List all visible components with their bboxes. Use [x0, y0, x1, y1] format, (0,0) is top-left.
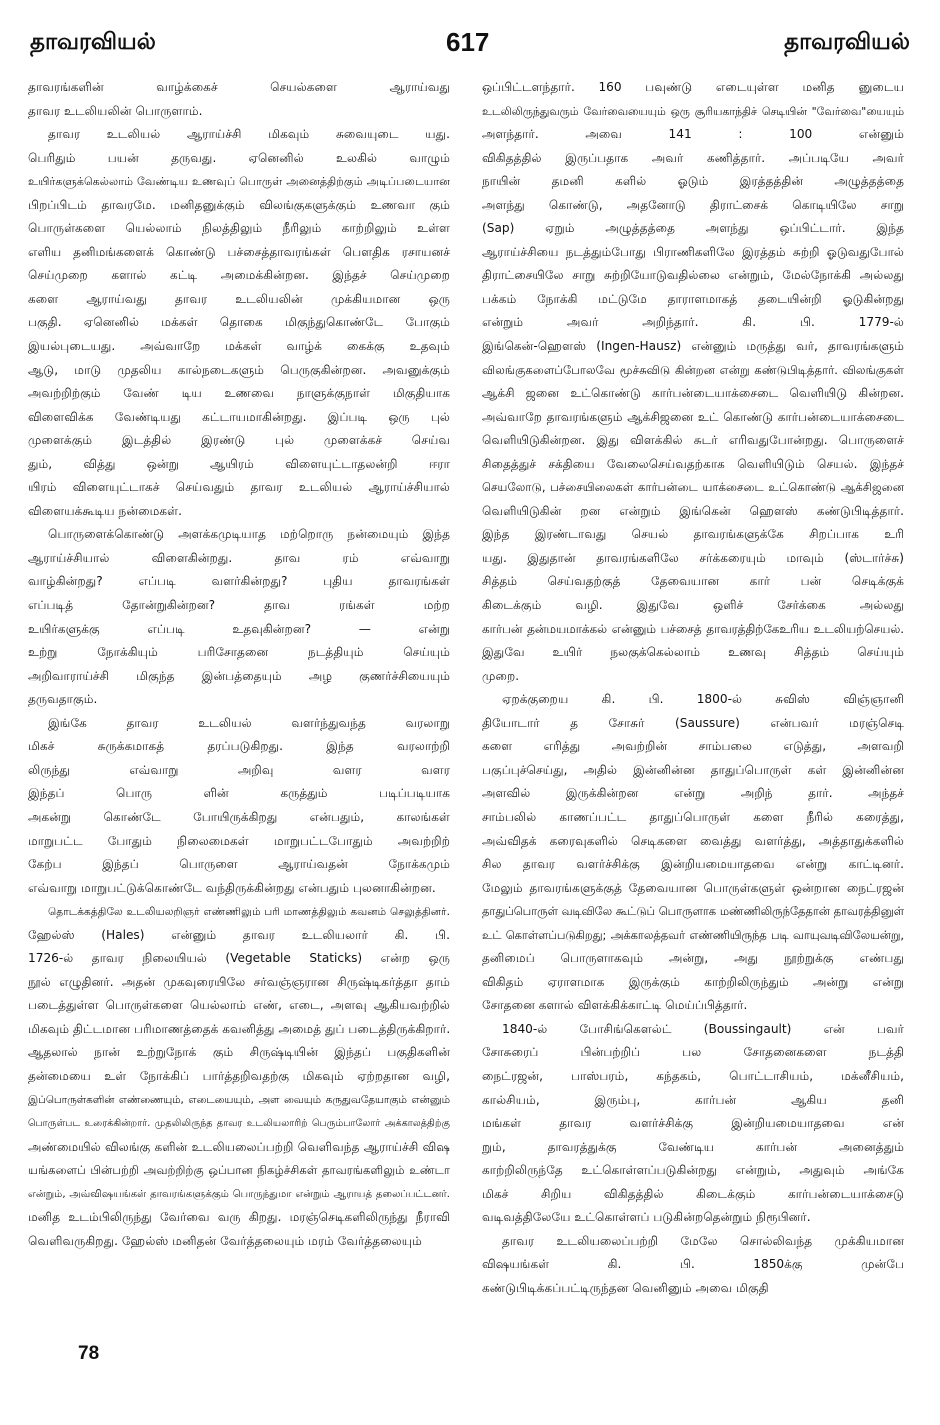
text-line: 1840-ல் போசிங்கௌல்ட் (Boussingault) என் பவர் [502, 1021, 904, 1036]
text-line: லிருந்து எவ்வாறு அறிவு வளர வளர [28, 762, 450, 777]
text-line: சோதனை களால் விளக்கிக்காட்டி மெய்ப்பித்தார். [482, 998, 748, 1013]
text-line: தருவதாகும். [28, 692, 98, 707]
text-line: எப்படித் தோன்றுகின்றன? தாவ ரங்கள் மற்ற [28, 598, 450, 613]
text-line: உற்று நோக்கியும் பரிசோதனை நடத்தியும் செய்யும் [28, 645, 450, 660]
text-line: படைத்துள்ள பொருள்களை யெல்லாம் எண், எடை, அளவு ஆகியவற்றில் [28, 998, 450, 1013]
text-line: உட் கொள்ளப்படுகிறது; அக்காலத்தவர் எண்ணியிருந்த படி வாயுவடிவிலேயன்று, [482, 927, 904, 942]
text-line: ஹேல்ஸ் (Hales) என்னும் தாவர உடலியலார் கி. பி. [28, 927, 450, 942]
paragraph [482, 1230, 904, 1301]
running-head-right: தாவரவியல் [784, 29, 910, 55]
text-line: களை எரித்து அவற்றின் சாம்பலை எடுத்து, அளவறி [482, 739, 904, 754]
text-line: ஆராய்ச்சியை நடத்தும்போது பிராணிகளிலே இரத்தம் சுற்றி ஓடுவதுபோல் [482, 244, 904, 259]
text-line: யது. இதுதான் தாவரங்களிலே சர்க்கரையும் மாவும் (ஸ்டார்ச்சு) [482, 550, 904, 565]
text-line: வடிவத்திலேயே உட்கொள்ளப் படுகின்றதென்றும் நிரூபினர். [482, 1210, 811, 1225]
text-line: ஒப்பிட்டளந்தார். 160 பவுண்டு எடையுள்ள மனித னுடைய [482, 80, 904, 94]
text-line: கார்பன் தன்மயமாக்கல் என்னும் பச்சைத் தாவரத்திற்கேஉரிய உடலியற்செயல். [482, 621, 904, 636]
text-line: வெளியிடுகின் றன என்றும் இங்கென் ஹௌஸ் கண்டுபிடித்தார். [482, 503, 904, 518]
text-line: தும், வித்து ஒன்று ஆயிரம் விளையுட்டாதலன்றி ஈரா [28, 456, 450, 471]
text-line: பக்கம் நோக்கி மட்டுமே தாராளமாகத் தடையின்றி ஓடுகின்றது [482, 291, 904, 306]
text-line: உயிர்களுக்கு எப்படி உதவுகின்றன? — என்று [28, 621, 450, 636]
text-line: கால்சியம், இரும்பு, கார்பன் ஆகிய தனி [482, 1092, 904, 1107]
text-line: தாவரங்களின் வாழ்க்கைச் செயல்களை ஆராய்வது [28, 80, 450, 94]
text-line: அளந்தார். அவை 141 : 100 என்னும் [482, 127, 904, 142]
text-line: அளவில் இருக்கின்றன என்று அறிந் தார். அந்தச் [482, 786, 904, 801]
paragraph [28, 123, 450, 523]
text-line: திராட்சையிலே சாறு சுற்றியோடுவதில்லை என்றும், மேல்நோக்கி அல்லது [482, 268, 904, 283]
text-line: விளைவிக்க வேண்டியது கட்டாயமாகின்றது. இப்படி ஒரு புல் [28, 409, 450, 424]
text-line: றும், தாவரத்துக்கு வேண்டிய கார்பன் அனைத்தும் [482, 1139, 904, 1154]
text-line: ஆராய்ச்சியால் விளைகின்றது. தாவ ரம் எவ்வாறு [28, 550, 450, 565]
text-line: யிரம் விளையுட்டாகச் செய்வதும் தாவர உடலியல் ஆராய்ச்சியால் [28, 480, 450, 495]
text-line: எவ்வாறு மாறுபட்டுக்கொண்டே வந்திருக்கின்றது என்பதும் புலனாகின்றன. [28, 880, 436, 895]
text-line: அவ்வாறே தாவரங்களும் ஆக்சிஜனை உட் கொண்டு கார்பன்டையாக்சைடை [482, 409, 904, 424]
text-line: வாழ்கின்றது? எப்படி வளர்கின்றது? புதிய தாவரங்கள் [28, 574, 450, 589]
text-line: இப்பொருள்களின் எண்ணையும், எடையையும், அள வையும் கருதுவதேயாகும் என்னும் [28, 1093, 450, 1106]
text-line: மாறுபட்ட போதும் நிலைமைகள் மாறுபட்டபோதும் அவற்றிற் [28, 833, 450, 848]
paragraph [28, 900, 450, 1253]
text-line: நூல் எழுதினர். அதன் முகவுரையிலே சர்வஞ்ஞரான சிருஷ்டிகர்த்தா தாம் [28, 974, 450, 989]
text-line: விளையக்கூடிய நன்மைகள். [28, 503, 182, 518]
text-line: தாவர உடலியல் ஆராய்ச்சி மிகவும் சுவையுடை யது. [48, 127, 450, 142]
text-line: மங்கள் தாவர வளர்ச்சிக்கு இன்றியமையாதவை என் [482, 1116, 904, 1131]
text-line: தாவர உடலியலின் பொருளாம். [28, 103, 203, 118]
text-line: மிகச் சுருக்கமாகத் தரப்படுகிறது. இந்த வரலாற்றி [28, 739, 450, 754]
right-column [482, 76, 904, 1300]
text-line: அளந்து கொண்டு, அதனோடு திராட்சைக் கொடியிலே சாறு [482, 197, 904, 212]
text-line: மனித உடம்பிலிருந்து வேர்வை வரு கிறது. மரஞ்செடிகளிலிருந்து நீராவி [28, 1210, 450, 1225]
text-line: அறிவாராய்ச்சி மிகுந்த இன்பத்தையும் அழ குணர்ச்சியையும் [28, 668, 450, 683]
text-line: இங்கே தாவர உடலியல் வளர்ந்துவந்த வரலாறு [48, 715, 450, 730]
text-line: தொடக்கத்திலே உடலியலறிஞர் எண்ணிலும் பரி மாணத்திலும் கவனம் செலுத்தினர். [48, 905, 450, 919]
paragraph [482, 1018, 904, 1230]
text-line: ஏறக்குறைய கி. பி. 1800-ல் சுவிஸ் விஞ்ஞானி [502, 692, 904, 707]
text-line: பொருளைக்கொண்டு அளக்கமுடியாத மற்றொரு நன்மையும் இந்த [48, 527, 450, 542]
text-line: ஆக்சி ஜனை உட்கொண்டு கார்பன்டையாக்சைடை வெளியிடு கின்றன. [482, 386, 904, 401]
text-line: அண்மையில் விலங்கு களின் உடலியலைப்பற்றி வெளிவந்த ஆராய்ச்சி விஷ [28, 1139, 450, 1154]
text-line: தனிமைப் பொருளாகவும் அன்று, அது நூற்றுக்கு எண்பது [482, 951, 904, 966]
text-line: அவ்விதக் கரைவுகளில் செடிகளை வைத்து வளர்த்து, அத்தாதுக்களில் [482, 833, 904, 848]
text-line: வெளியிடுகின்றன. இது விளக்கில் சுடர் எரிவதுபோன்றது. பொருளைச் [482, 433, 904, 448]
paragraph [482, 76, 904, 688]
text-line: பகுதி. ஏனெனில் மக்கள் தொகை மிகுந்துகொண்டே போகும் [28, 315, 450, 330]
text-line: பகுப்புச்செய்து, அதில் இன்னின்ன தாதுப்பொருள் கள் இன்னின்ன [482, 762, 904, 777]
text-line: செயலோடு, பச்சையிலைகள் கார்பன்டை யாக்சைடை உட்கொண்டு ஆக்சிஜனை [482, 480, 904, 495]
running-head-left: தாவரவியல் [30, 29, 156, 55]
text-line: பொருள்களை யெல்லாம் நிலத்திலும் நீரிலும் காற்றிலும் உள்ள [28, 221, 450, 236]
text-line: சோசுரைப் பின்பற்றிப் பல சோதனைகளை நடத்தி [482, 1045, 904, 1060]
text-line: ஆடு, மாடு முதலிய கால்நடைகளும் பெருகுகின்றன. அவனுக்கும் [28, 362, 450, 377]
text-line: தியோடார் த சோசுர் (Saussure) என்பவர் மரஞ்செடி [482, 715, 904, 730]
text-line: இந்தப் பொரு ளின் கருத்தும் படிப்படியாக [28, 786, 450, 801]
text-line: விஷயங்கள் கி. பி. 1850க்கு முன்பே [482, 1257, 904, 1272]
text-line: (Sap) ஏறும் அழுத்தத்தை அளந்து ஒப்பிட்டார். இந்த [482, 221, 904, 236]
text-line: மிகவும் திட்டமான பரிமாணத்தைக் கவனித்து அமைத் துப் படைத்திருக்கிறார். [28, 1021, 450, 1036]
text-line: விகிதத்தில் இருப்பதாக அவர் கணித்தார். அப்படியே அவர் [482, 150, 904, 165]
text-line: சித்தம் செய்வதற்குத் தேவையான கார் பன் செடிக்குக் [482, 574, 904, 589]
text-line: தாதுப்பொருள் வடிவிலே கூட்டுப் பொருளாக மண்ணிலிருந்தேதான் தாவரத்தினுள் [482, 904, 904, 919]
text-line: எளிய தனிமங்களைக் கொண்டு பச்சைத்தாவரங்கள் பௌதிக ரசாயனச் [28, 244, 450, 259]
text-line: வெளிவருகிறது. ஹேல்ஸ் மனிதன் வேர்த்தலையும் மரம் வேர்த்தலையும் [28, 1233, 422, 1248]
paragraph [28, 523, 450, 711]
text-line: மிகச் சிறிய விகிதத்தில் கிடைக்கும் கார்பன்டையாக்சைடு [482, 1186, 904, 1201]
paragraph [28, 712, 450, 900]
text-line: உயிர்களுக்கெல்லாம் வேண்டிய உணவுப் பொருள் அனைத்திற்கும் அடிப்படையான [28, 175, 450, 189]
text-line: யங்களைப் பின்பற்றி அவற்றிற்கு ஒப்பான நிகழ்ச்சிகள் தாவரங்களிலும் உண்டா [28, 1163, 450, 1178]
paragraph [28, 76, 450, 123]
text-line: சாம்பலில் காணப்பட்ட தாதுப்பொருள் களை நீரில் கரைத்து, [482, 809, 904, 824]
text-line: காற்றிலிருந்தே உட்கொள்ளப்படுகின்றது என்றும், அதுவும் அங்கே [482, 1163, 904, 1178]
text-line: கிடைக்கும் வழி. இதுவே ஒளிச் சேர்க்கை அல்லது [482, 598, 904, 613]
text-line: மேலும் தாவரங்களுக்குத் தேவையான பொருள்களுள் ஒன்றான நைட்ரஜன் [482, 880, 904, 895]
text-line: விகிதம் ஏராளமாக இருக்கும் காற்றிலிருந்தும் அன்று என்று [482, 974, 904, 989]
text-line: என்றும், அவ்விஷயங்கள் தாவரங்களுக்கும் பொருந்துமா என்றும் ஆராயத் தலைப்பட்டனர். [28, 1188, 450, 1200]
text-line: தாவர உடலியலைப்பற்றி மேலே சொல்லிவந்த முக்கியமான [502, 1233, 904, 1248]
text-line: நைட்ரஜன், பாஸ்பரம், கந்தகம், பொட்டாசியம், மக்னீசியம், [482, 1068, 904, 1083]
text-line: விலங்குகளைப்போலவே மூச்சுவிடு கின்றன என்று கண்டுபிடித்தார். விலங்குகள் [482, 362, 904, 377]
paragraph [482, 688, 904, 1018]
folio-number: 78 [78, 1343, 100, 1364]
text-line: தன்மையை உள் நோக்கிப் பார்த்தறிவதற்கு மிகவும் ஏற்றதான வழி, [28, 1068, 450, 1083]
text-line: செய்முறை களால் கட்டி அமைக்கின்றன. இந்தச் செய்முறை [28, 268, 450, 283]
text-line: இயல்புடையது. அவ்வாறே மக்கள் வாழ்க் கைக்கு உதவும் [28, 339, 450, 354]
text-line: என்றும் அவர் அறிந்தார். கி. பி. 1779-ல் [482, 315, 904, 330]
text-line: பிறப்பிடம் தாவரமே. மனிதனுக்கும் விலங்குகளுக்கும் உணவா கும் [28, 197, 450, 212]
text-line: சில தாவர வளர்ச்சிக்கு இன்றியமையாதவை என்று காட்டினர். [482, 857, 904, 872]
text-line: இந்த இரண்டாவது செயல் தாவரங்களுக்கே சிறப்பாக உரி [482, 527, 904, 542]
text-line: 1726-ல் தாவர நிலையியல் (Vegetable Staticks) என்ற ஒரு [28, 951, 450, 966]
text-line: உடலிலிருந்துவரும் வேர்வையையும் ஒரு சூரியகாந்திச் செடியின் "வேர்வை"யையும் [482, 104, 904, 118]
text-line: இதுவே உயிர் நலகுக்கெல்லாம் உணவு சித்தம் செய்யும் [482, 645, 904, 660]
text-line: பெரிதும் பயன் தருவது. ஏனெனில் உலகில் வாழும் [28, 150, 450, 165]
text-line: நாயின் தமனி களில் ஓடும் இரத்தத்தின் அழுத்தத்தை [482, 174, 904, 189]
text-line: இங்கென்-ஹௌஸ் (Ingen-Hausz) என்னும் மருத்து வர், தாவரங்களும் [482, 339, 904, 354]
text-line: ஆதலால் நான் உற்றுநோக் கும் சிருஷ்டியின் இந்தப் பகுதிகளின் [28, 1045, 450, 1060]
text-line: முளைக்கும் இடத்தில் இரண்டு புல் முளைக்கச் செய்வ [28, 433, 450, 448]
text-line: அகன்று கொண்டே போயிருக்கிறது என்பதும், காலங்கள் [28, 809, 450, 824]
text-line: சிதைத்துச் சக்தியை வேலைசெய்வதற்காக வெளியிடும் செயல். இந்தச் [482, 456, 904, 471]
page-number: 617 [446, 27, 490, 57]
text-line: முறை. [482, 668, 520, 683]
left-column [28, 76, 450, 1253]
text-line: கேற்ப இந்தப் பொருளை ஆராய்வதன் நோக்கமும் [28, 857, 450, 872]
text-line: அவற்றிற்கும் வேண் டிய உணவை நாளுக்குநாள் மிகுதியாக [28, 386, 450, 401]
text-line: களை ஆராய்வது தாவர உடலியலின் முக்கியமான ஒரு [28, 291, 450, 306]
text-line: கண்டுபிடிக்கப்பட்டிருந்தன வெனினும் அவை மிகுதி [482, 1280, 769, 1295]
text-line: பொருள்பட உரைக்கின்றார். முதலிலிருந்த தாவர உடலியலாரிற் பெரும்பாலோர் அக்காலத்திற்கு [28, 1118, 450, 1130]
